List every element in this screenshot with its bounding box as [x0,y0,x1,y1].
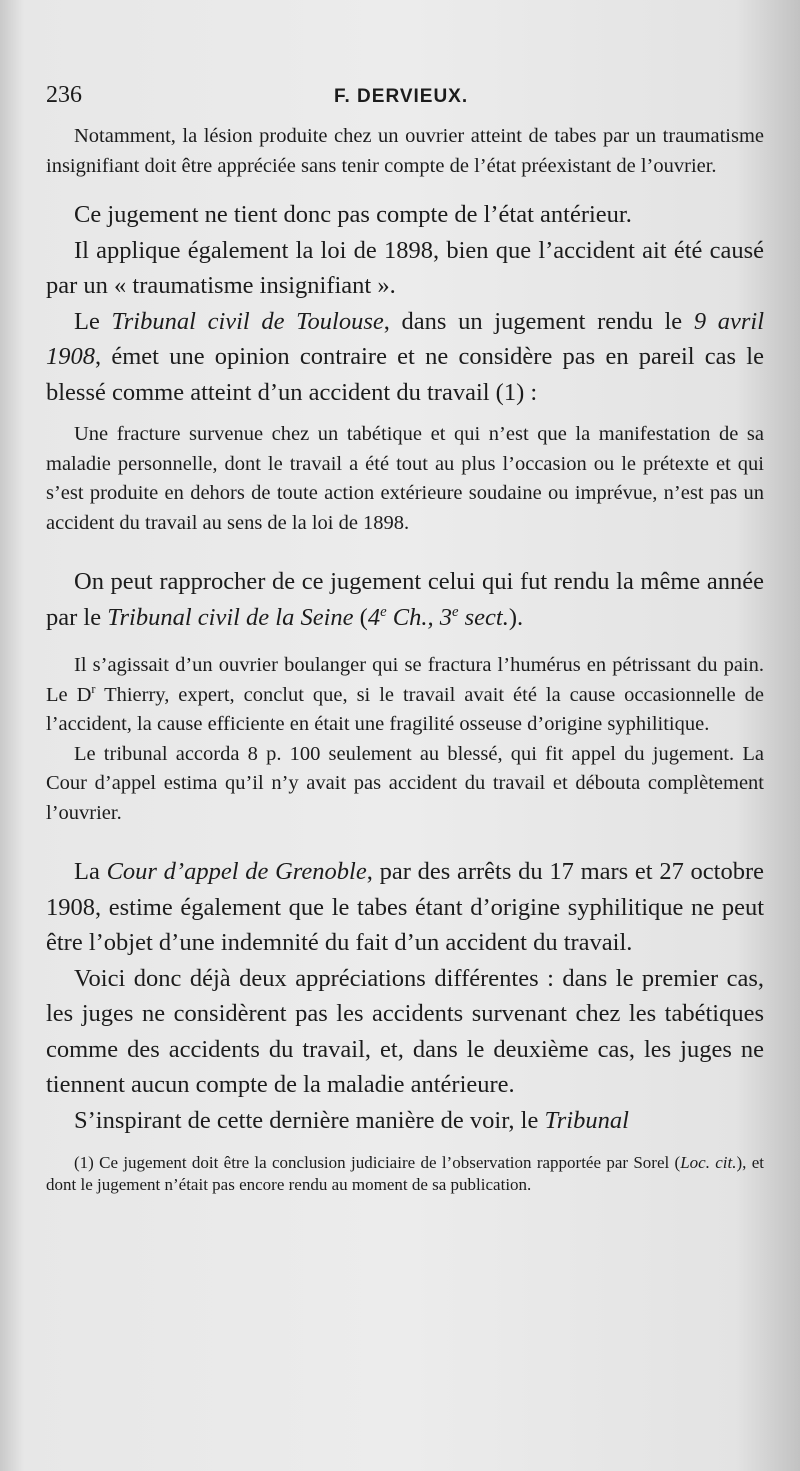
text-segment: S’inspirant de cette dernière manière de voir, le [74,1106,545,1134]
text-segment: Le [74,307,112,335]
text-segment: , par des arrêts du 17 mars et 27 octobre 1908, estime également que le tabes étant d’origine syphilitique ne peut être l’objet d’une indemnité du fait d’un accident du travail. [46,858,765,956]
quote-tabes: Notamment, la lésion produite chez un ouvrier atteint de tabes par un traumatisme insignifiant doit être appréciée sans tenir compte de l’état préexistant de l’ouvrier. [46,125,764,177]
page-number: 236 [46,82,82,108]
quote-fracture: Une fracture survenue chez un tabétique et qui n’est que la manifestation de sa maladie personnelle, dont le travail a été tout au plus l’occasion ou le prétexte et qui s’est produite en dehors de toute action extérieure soudaine ou imprévue, n’est pas un accident du travail au sens de la loi de 1898. [46,423,764,534]
page-header [46,82,764,122]
quote-boulanger: Il s’agissait d’un ouvrier boulanger qui se fractura l’humérus en pétrissant du pain. Le $D^r$ Thierry, expert, conclut que, si le travail avait été la cause occasionnelle de l’accident, la cause efficiente en était une fragilité osseuse d’origine syphilitique. [46,654,764,735]
footnote-ref: Loc. cit. [680,1153,737,1172]
judgment-date: 9 avril 1908 [46,307,764,370]
paragraph-seine [46,564,764,635]
court-name: Tribunal [544,1106,629,1134]
paragraph-loi-1898: Il applique également la loi de 1898, bien que l’accident ait été causé par un « traumatisme insignifiant ». [46,236,764,299]
court-name: Tribunal civil de la Seine [107,603,354,631]
text-segment: , dans un jugement rendu le [383,307,694,335]
court-name: Tribunal civil de Toulouse [111,307,384,335]
text-segment: ). [508,603,524,631]
paragraph-deux-appreciations: Voici donc déjà deux appréciations différentes : dans le premier cas, les juges ne considèrent pas les accidents survenant chez les tabétiques comme des accidents du travail, et, dans le deuxième cas, les juges ne tiennent aucun compte de la maladie antérieure. [46,964,764,1098]
paragraph-inspirant [46,1103,764,1139]
quote-tribunal-accorda: Le tribunal accorda 8 p. 100 seulement au blessé, qui fit appel du jugement. La Cour d’appel estima qu’il n’y avait pas accident du travail et débouta complètement l’ouvrier. [46,742,764,824]
chamber-ref: 4e Ch., 3e sect. [367,603,509,631]
text-segment: ( [353,603,368,631]
footnote: (1) Ce jugement doit être la conclusion judiciaire de l’observation rapportée par Sorel (Loc. cit.), et dont le jugement n’était pas encore rendu au moment de sa publication. [46,1153,764,1194]
paragraph-etat-anterieur: Ce jugement ne tient donc pas compte de l’état antérieur. [74,201,632,228]
text-segment: On peut rapprocher de ce jugement celui qui fut rendu la même année par le [46,568,764,631]
paragraph-grenoble [46,854,764,961]
text-segment: La [74,858,107,885]
running-title: F. DERVIEUX. [334,86,469,107]
text-segment: , émet une opinion contraire et ne considère pas en pareil cas le blessé comme atteint d’un accident du travail (1) : [46,343,764,406]
court-name: Cour d’appel de Grenoble [106,858,367,885]
paragraph-toulouse [46,304,764,411]
